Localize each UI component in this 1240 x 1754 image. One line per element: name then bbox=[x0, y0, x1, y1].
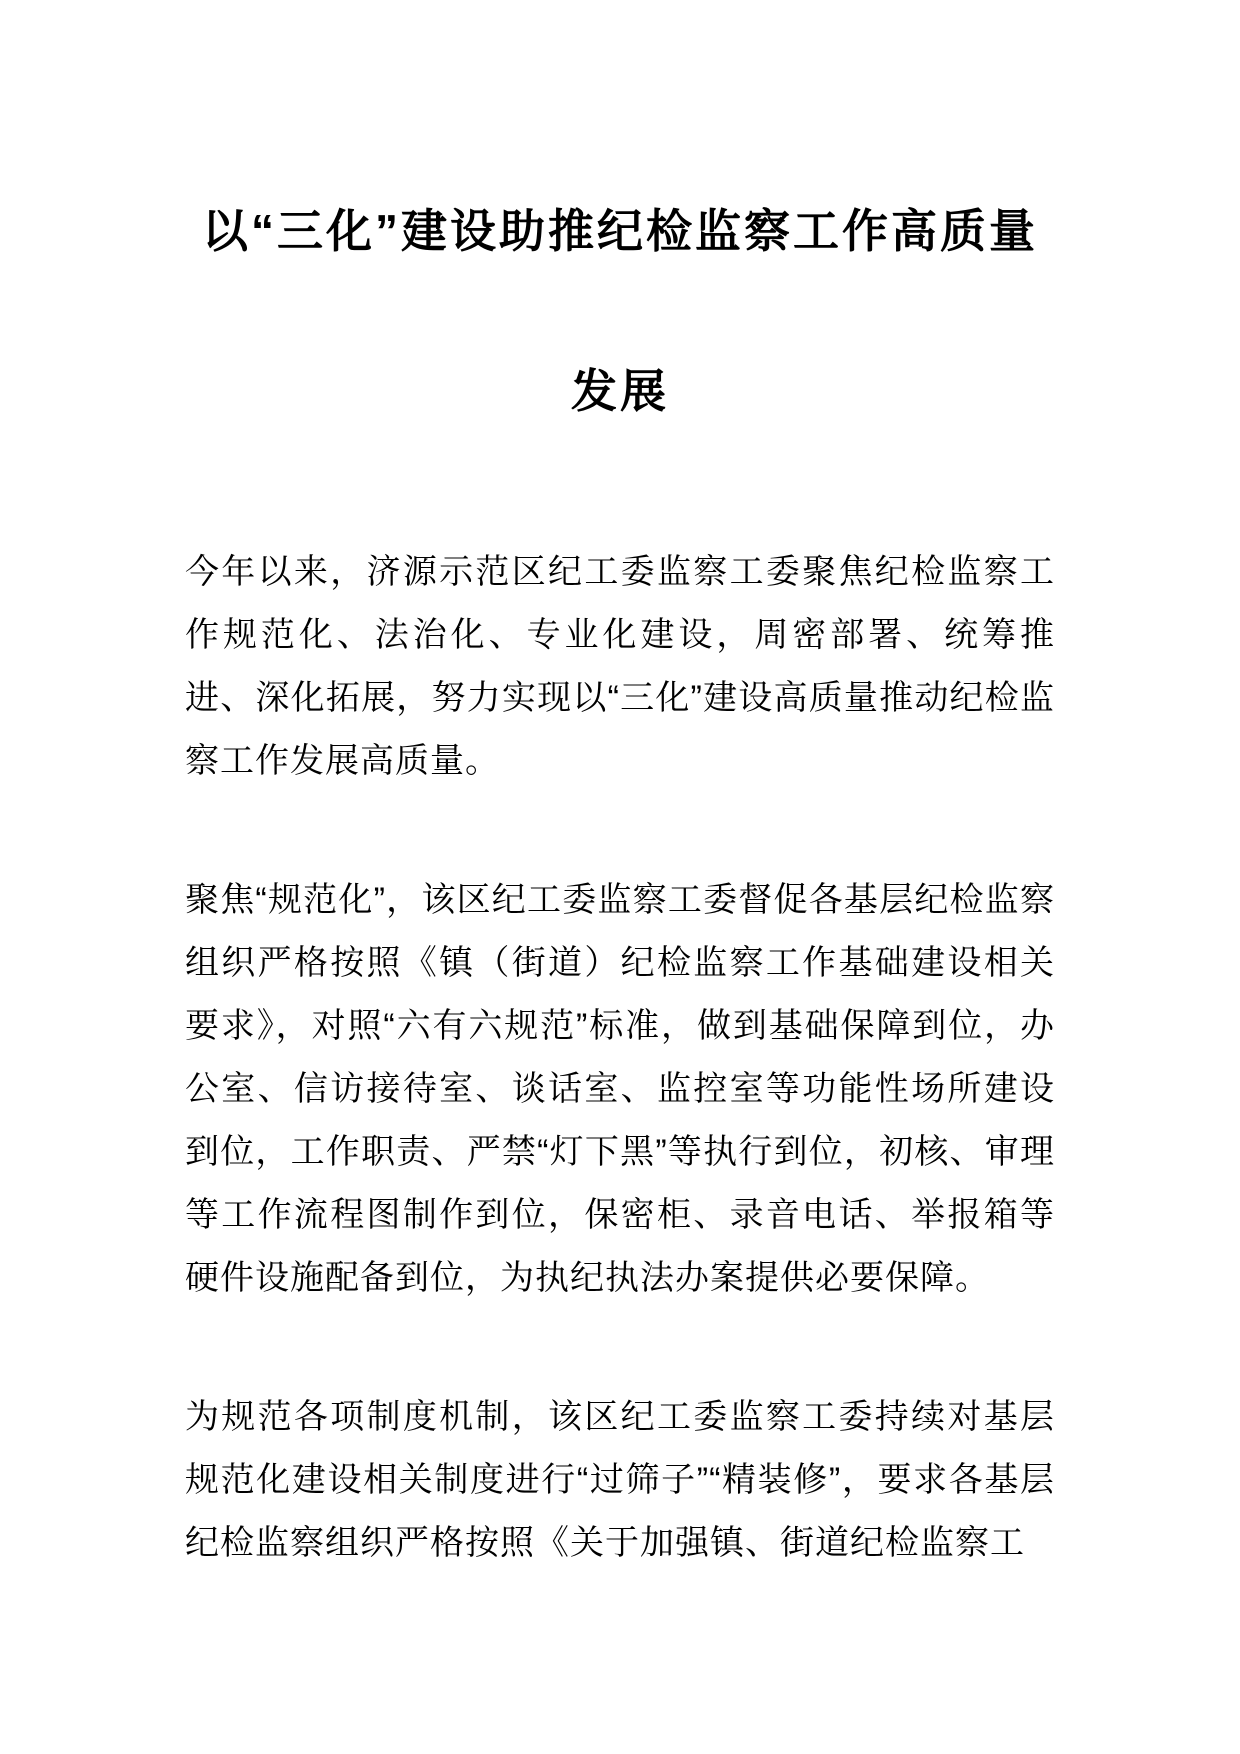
document-title bbox=[100, 151, 1140, 471]
document-title-line-1: 以“三化”建设助推纪检监察工作高质量 bbox=[202, 205, 1038, 257]
paragraph-3: 为规范各项制度机制，该区纪工委监察工委持续对基层规范化建设相关制度进行“过筛子”“精装修”，要求各基层纪检监察组织严格按照《关于加强镇、街道纪检监察工 bbox=[185, 1398, 1055, 1562]
paragraph-1: 今年以来，济源示范区纪工委监察工委聚焦纪检监察工作规范化、法治化、专业化建设，周密部署、统筹推进、深化拓展，努力实现以“三化”建设高质量推动纪检监察工作发展高质量。 bbox=[185, 553, 1055, 780]
paragraph-2: 聚焦“规范化”，该区纪工委监察工委督促各基层纪检监察组织严格按照《镇（街道）纪检监察工作基础建设相关要求》，对照“六有六规范”标准，做到基础保障到位，办公室、信访接待室、谈话室、监控室等功能性场所建设到位，工作职责、严禁“灯下黑”等执行到位，初核、审理等工作流程图制作到位，保密柜、录音电话、举报箱等硬件设施配备到位，为执纪执法办案提供必要保障。 bbox=[185, 881, 1055, 1297]
document-title-line-2: 发展 bbox=[571, 365, 669, 417]
document-body bbox=[185, 541, 1055, 1575]
